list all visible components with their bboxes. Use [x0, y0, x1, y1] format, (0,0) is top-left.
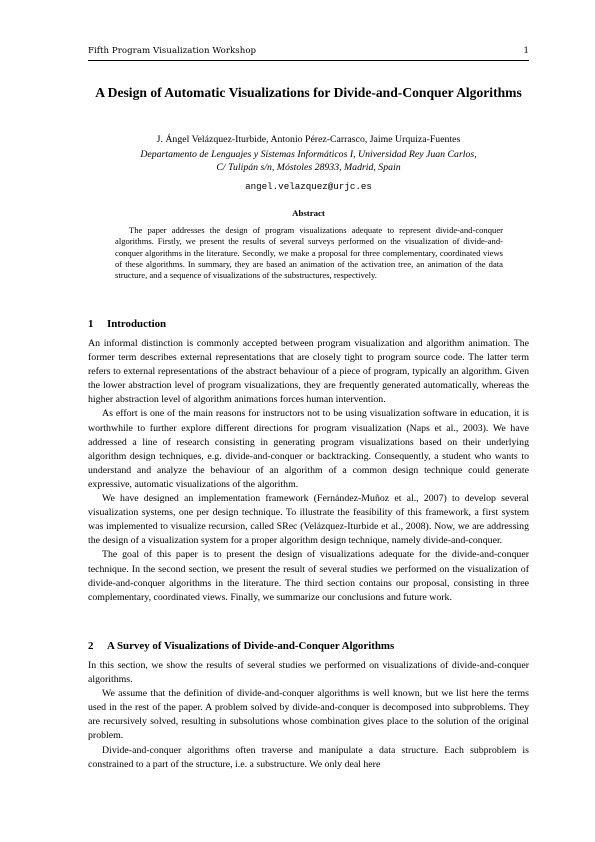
running-head-title: Fifth Program Visualization Workshop [88, 46, 257, 56]
paper-title: A Design of Automatic Visualizations for Divide-and-Conquer Algorithms [95, 85, 522, 100]
abstract-heading: Abstract [292, 208, 325, 218]
section-1-heading [88, 318, 166, 330]
section-2-heading [88, 640, 394, 652]
header-rule [88, 60, 529, 61]
section-2-paragraph-1: In this section, we show the results of several studies we performed on visualizations of divide-and-conquer algorithms. [88, 660, 529, 686]
affiliation-line-2: C/ Tulipán s/n, Móstoles 28933, Madrid, Spain [216, 162, 401, 173]
section-2-title: A Survey of Visualizations of Divide-and-Conquer Algorithms [107, 640, 395, 652]
abstract-text: The paper addresses the design of program visualizations adequate to represent divide-and-conquer algorithms. Firstly, we present the results of several surveys performed on the visualization of divide-and-conquer algorithms in the literature. Secondly, we make a proposal for three complementary, coordinated views of these algorithms. In summary, they are based an animation of the activation tree, an animation of the data structure, and a sequence of visualizations of the substructures, respectively. [115, 225, 503, 281]
section-1-body [88, 337, 529, 605]
section-1-paragraph-3: We have designed an implementation framework (Fernández-Muñoz et al., 2007) to develop several visualization systems, one per design technique. To illustrate the feasibility of this framework, a first system was implemented to visualize recursion, called SRec (Velázquez-Iturbide et al., 2008). Now, we are addressing the design of a visualization system for a proper algorithm design technique, namely divide-and-conquer. [88, 493, 529, 547]
section-1-paragraph-2: As effort is one of the main reasons for instructors not to be using visualization software in education, it is worthwhile to further explore different directions for program visualization (Naps et al., 2003). We have addressed a line of research consisting in generating program visualizations based on their underlying algorithm design techniques, e.g. divide-and-conquer or backtracking. Consequently, a student who wants to understand and analyze the behaviour of an algorithm of a common design technique could generate expressive, automatic visualizations of the algorithm. [88, 408, 529, 490]
section-1-paragraph-4: The goal of this paper is to present the design of visualizations adequate for the divide-and-conquer technique. In the second section, we present the result of several studies we performed on the visualization of divide-and-conquer algorithms in the literature. The third section contains our proposal, consisting in three complementary, coordinated views. Finally, we summarize our conclusions and future work. [88, 549, 529, 603]
section-1-title: Introduction [107, 318, 167, 330]
page-number: 1 [523, 46, 529, 56]
section-2-paragraph-3: Divide-and-conquer algorithms often traverse and manipulate a data structure. Each subproblem is constrained to a part of the structure, i.e. a substructure. We only deal here [88, 744, 529, 770]
section-2-number: 2 [88, 640, 94, 652]
section-1-number: 1 [88, 318, 94, 330]
section-2-body [88, 659, 529, 772]
section-1-paragraph-1: An informal distinction is commonly accepted between program visualization and algorithm animation. The former term describes external representations that are closely tight to program source code. The latter term refers to external representations of the abstract behaviour of a piece of program, typically an algorithm. Given the lower abstraction level of program visualizations, they are frequently generated automatically, whereas the higher abstraction level of algorithm animations forces human intervention. [88, 338, 529, 406]
section-2-paragraph-2: We assume that the definition of divide-and-conquer algorithms is well known, but we list here the terms used in the rest of the paper. A problem solved by divide-and-conquer is decomposed into subproblems. They are recursively solved, resulting in subsolutions whose combination gives place to the solution of the original problem. [88, 688, 529, 742]
affiliation-line-1: Departamento de Lenguajes y Sistemas Informáticos I, Universidad Rey Juan Carlos, [140, 149, 477, 160]
author-list: J. Ángel Velázquez-Iturbide, Antonio Pérez-Carrasco, Jaime Urquiza-Fuentes [156, 134, 461, 145]
author-email: angel.velazquez@urjc.es [245, 181, 372, 192]
affiliation [60, 148, 557, 174]
